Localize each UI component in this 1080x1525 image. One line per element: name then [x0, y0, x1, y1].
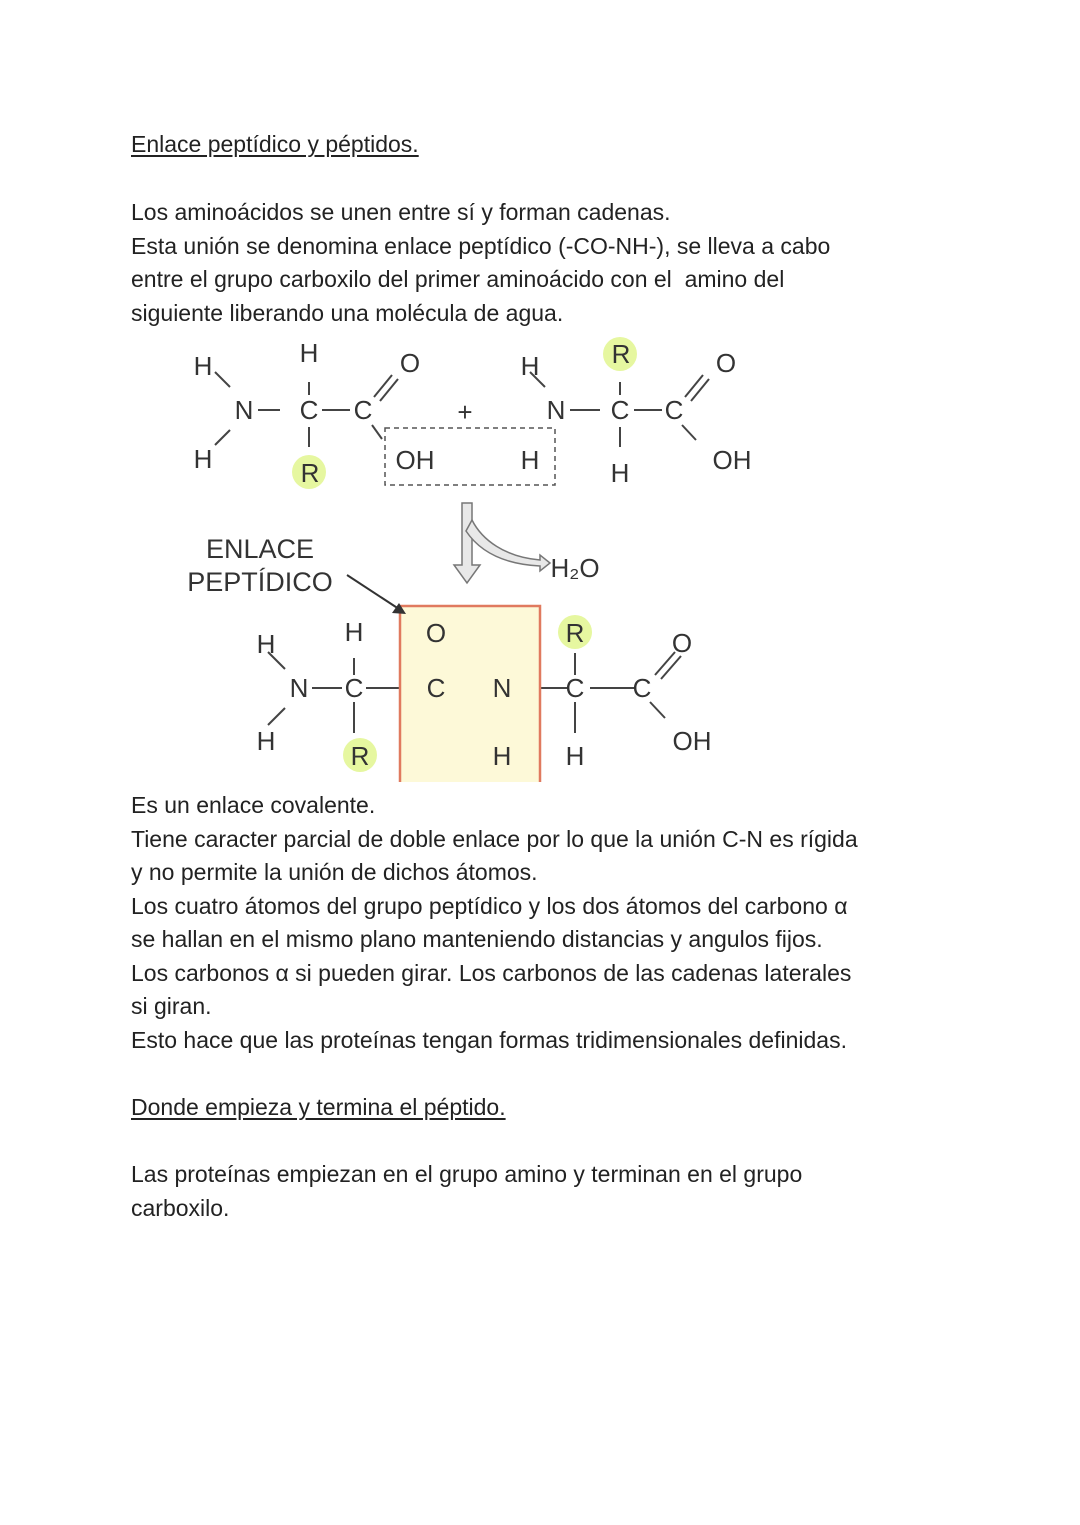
- property-line-2: Tiene caracter parcial de doble enlace por lo que la unión C-N es rígida: [131, 825, 858, 852]
- peptide-bond-label-line-1: ENLACE: [205, 534, 315, 564]
- atom-c-alpha: C: [299, 395, 319, 425]
- intro-line-4: siguiente liberando una molécula de agua.: [131, 299, 564, 326]
- conclusion-line-2: carboxilo.: [131, 1194, 230, 1221]
- intro-line-1: Los aminoácidos se unen entre sí y forman cadenas.: [131, 199, 671, 225]
- atom-o: O: [671, 628, 693, 658]
- peptide-bond-diagram: [170, 335, 780, 785]
- peptide-group-fill: [400, 606, 540, 782]
- atom-r: R: [300, 458, 320, 488]
- atom-n: N: [546, 395, 566, 425]
- atom-n: N: [492, 673, 512, 703]
- section-title-peptide-ends: Donde empieza y termina el péptido.: [131, 1094, 506, 1120]
- atom-r: R: [611, 339, 631, 369]
- water-label: H₂O: [550, 553, 600, 583]
- property-line-4: [131, 890, 848, 924]
- atom-oh: OH: [672, 726, 712, 756]
- reaction-arrow-icon: [454, 503, 550, 583]
- atom-n: N: [289, 673, 309, 703]
- atom-h: H: [256, 629, 276, 659]
- atom-h: H: [193, 351, 213, 381]
- conclusion-line-1: Las proteínas empiezan en el grupo amino y terminan en el grupo: [131, 1161, 803, 1187]
- property-line-4-text: Los cuatro átomos del grupo peptídico y los dos átomos del carbono: [131, 892, 835, 919]
- atom-c-carbonyl: C: [632, 673, 652, 703]
- atom-h: H: [193, 444, 213, 474]
- property-line-5: se hallan en el mismo plano manteniendo distancias y angulos fijos.: [131, 926, 823, 952]
- atom-h: H: [299, 338, 319, 368]
- atom-oh: OH: [712, 445, 752, 475]
- atom-c-carbonyl: C: [353, 395, 373, 425]
- property-line-7: si giran.: [131, 993, 212, 1019]
- peptide-bond-label-line-2: PEPTÍDICO: [187, 567, 333, 597]
- atom-c-alpha: C: [565, 673, 585, 703]
- atom-o: O: [425, 618, 447, 648]
- atom-h: H: [256, 726, 276, 756]
- plus-sign: +: [457, 397, 473, 427]
- property-line-8: Esto hace que las proteínas tengan formas tridimensionales definidas.: [131, 1026, 847, 1053]
- atom-r: R: [565, 618, 585, 648]
- atom-o: O: [399, 348, 421, 378]
- atom-h: H: [492, 741, 512, 771]
- section-title-peptide-bond: Enlace peptídico y péptidos.: [131, 131, 419, 157]
- intro-line-3: entre el grupo carboxilo del primer aminoácido con el amino del: [131, 266, 785, 292]
- alpha-symbol: α: [834, 892, 848, 919]
- atom-h: H: [565, 741, 585, 771]
- atom-h: H: [520, 351, 540, 381]
- atom-h: H: [344, 617, 364, 647]
- property-line-1: Es un enlace covalente.: [131, 792, 376, 818]
- property-line-6: [131, 957, 851, 991]
- atom-h: H: [610, 458, 630, 488]
- property-line-6-end: si pueden girar. Los carbonos de las cadenas laterales: [288, 959, 852, 986]
- intro-line-2: Esta unión se denomina enlace peptídico (-CO-NH-), se lleva a cabo: [131, 232, 831, 259]
- atom-c-carbonyl: C: [426, 673, 446, 703]
- property-line-3: y no permite la unión de dichos átomos.: [131, 859, 538, 885]
- atom-o: O: [715, 348, 737, 378]
- alpha-symbol: α: [275, 959, 289, 986]
- atom-c-alpha: C: [344, 673, 364, 703]
- property-line-6-start: Los carbonos: [131, 959, 276, 986]
- atom-c-alpha: C: [610, 395, 630, 425]
- atom-h: H: [520, 445, 540, 475]
- atom-r: R: [350, 741, 370, 771]
- atom-n: N: [234, 395, 254, 425]
- atom-c-carbonyl: C: [664, 395, 684, 425]
- atom-oh: OH: [395, 445, 435, 475]
